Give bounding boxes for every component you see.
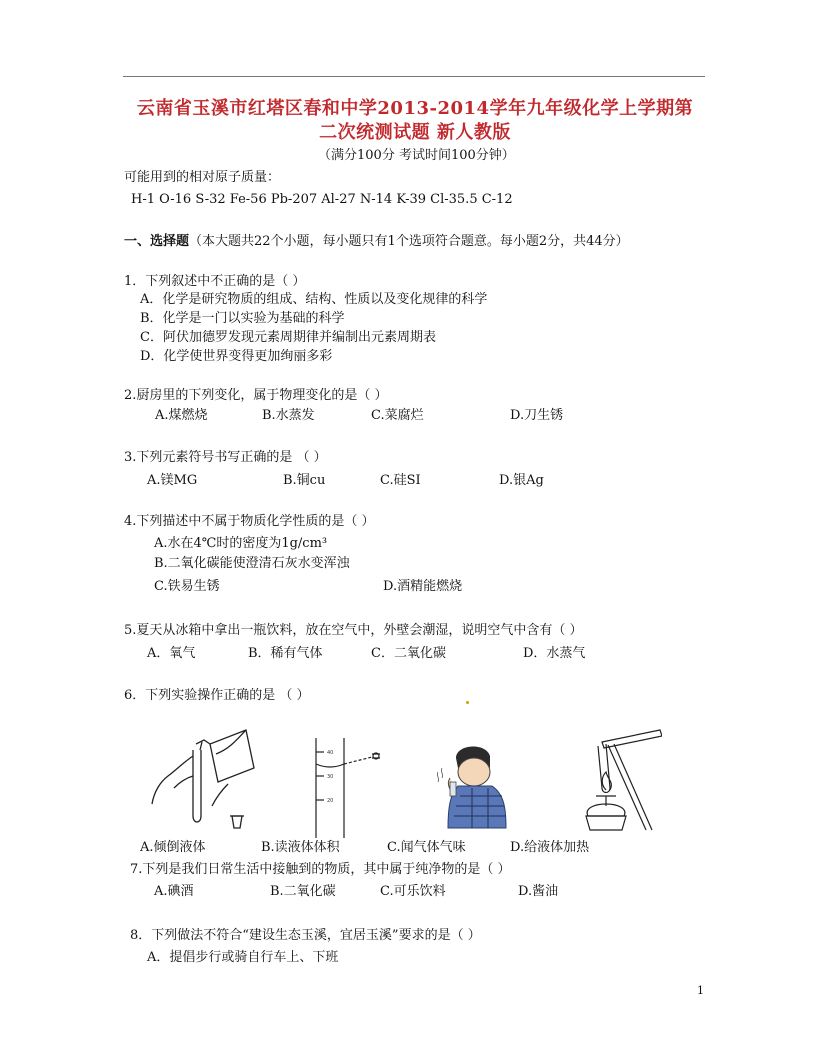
- question-5-option-b: B．稀有气体: [248, 646, 323, 661]
- question-2-option-a: A.煤燃烧: [155, 408, 208, 423]
- subtitle: （满分100分 考试时间100分钟）: [318, 148, 515, 163]
- question-7-stem: 7.下列是我们日常生活中接触到的物质，其中属于纯净物的是（ ）: [130, 862, 511, 877]
- figure-graduated-cylinder: [306, 738, 388, 838]
- atomic-mass-values: H-1 O-16 S-32 Fe-56 Pb-207 Al-27 N-14 K-39 Cl-35.5 C-12: [131, 192, 513, 207]
- question-6-option-a: A.倾倒液体: [140, 840, 206, 855]
- section-description: （本大题共22个小题，每小题只有1个选项符合题意。每小题2分，共44分）: [189, 234, 629, 249]
- question-3-option-a: A.镁MG: [147, 473, 198, 488]
- question-3-option-d: D.银Ag: [499, 473, 544, 488]
- question-7-option-c: C.可乐饮料: [380, 884, 446, 899]
- question-8-option-a: A．提倡步行或骑自行车上、下班: [147, 950, 339, 965]
- question-1-option-c: C．阿伏加德罗发现元素周期律并编制出元素周期表: [140, 330, 436, 345]
- question-4-option-d: D.酒精能燃烧: [383, 579, 463, 594]
- figure-smelling-gas: [436, 738, 510, 834]
- header-rule: [123, 76, 705, 77]
- document-title-line2: 二次统测试题 新人教版: [319, 122, 511, 143]
- question-8-stem: 8．下列做法不符合“建设生态玉溪，宜居玉溪”要求的是（ ）: [130, 928, 481, 943]
- cylinder-mark-20: 20: [327, 798, 334, 804]
- question-5-stem: 5.夏天从冰箱中拿出一瓶饮料，放在空气中，外壁会潮湿，说明空气中含有（ ）: [124, 623, 583, 638]
- question-4-stem: 4.下列描述中不属于物质化学性质的是（ ）: [124, 514, 375, 529]
- figure-pouring-liquid: [146, 720, 258, 832]
- section-title: 一、选择题: [124, 234, 190, 249]
- question-1-stem: 1．下列叙述中不正确的是（ ）: [124, 274, 306, 289]
- question-1-option-b: B．化学是一门以实验为基础的科学: [140, 311, 345, 326]
- cylinder-mark-30: 30: [327, 774, 334, 780]
- question-1-option-d: D．化学使世界变得更加绚丽多彩: [140, 349, 333, 364]
- page-number: 1: [697, 984, 704, 997]
- question-2-option-b: B.水蒸发: [262, 408, 315, 423]
- question-7-option-a: A.碘酒: [154, 884, 194, 899]
- question-4-option-c: C.铁易生锈: [154, 579, 220, 594]
- question-2-option-c: C.菜腐烂: [371, 408, 424, 423]
- section-heading: [124, 234, 629, 250]
- question-3-option-b: B.铜cu: [283, 473, 326, 488]
- atomic-mass-label: 可能用到的相对原子质量：: [124, 170, 281, 185]
- question-6-option-b: B.读液体体积: [261, 840, 340, 855]
- question-4-option-a: A.水在4℃时的密度为1g/cm³: [154, 536, 328, 551]
- question-6-option-c: C.闻气体气味: [387, 840, 466, 855]
- question-4-option-b: B.二氧化碳能使澄清石灰水变浑浊: [154, 556, 350, 571]
- question-3-stem: 3.下列元素符号书写正确的是 （ ）: [124, 450, 327, 465]
- question-6-option-d: D.给液体加热: [510, 840, 590, 855]
- question-2-stem: 2.厨房里的下列变化，属于物理变化的是（ ）: [124, 388, 388, 403]
- cylinder-mark-40: 40: [327, 750, 334, 756]
- question-1-option-a: A．化学是研究物质的组成、结构、性质以及变化规律的科学: [140, 292, 488, 307]
- question-5-option-d: D．水蒸气: [523, 646, 586, 661]
- question-2-option-d: D.刀生锈: [510, 408, 564, 423]
- question-6-stem: 6．下列实验操作正确的是 （ ）: [124, 688, 310, 703]
- question-7-option-d: D.酱油: [518, 884, 559, 899]
- question-3-option-c: C.硅SI: [380, 473, 421, 488]
- question-5-option-c: C．二氧化碳: [371, 646, 446, 661]
- document-title-line1: 云南省玉溪市红塔区春和中学2013-2014学年九年级化学上学期第: [136, 98, 694, 119]
- question-5-option-a: A．氧气: [147, 646, 196, 661]
- question-7-option-b: B.二氧化碳: [270, 884, 336, 899]
- figure-heating-liquid: [558, 726, 662, 838]
- stray-mark: [466, 701, 469, 704]
